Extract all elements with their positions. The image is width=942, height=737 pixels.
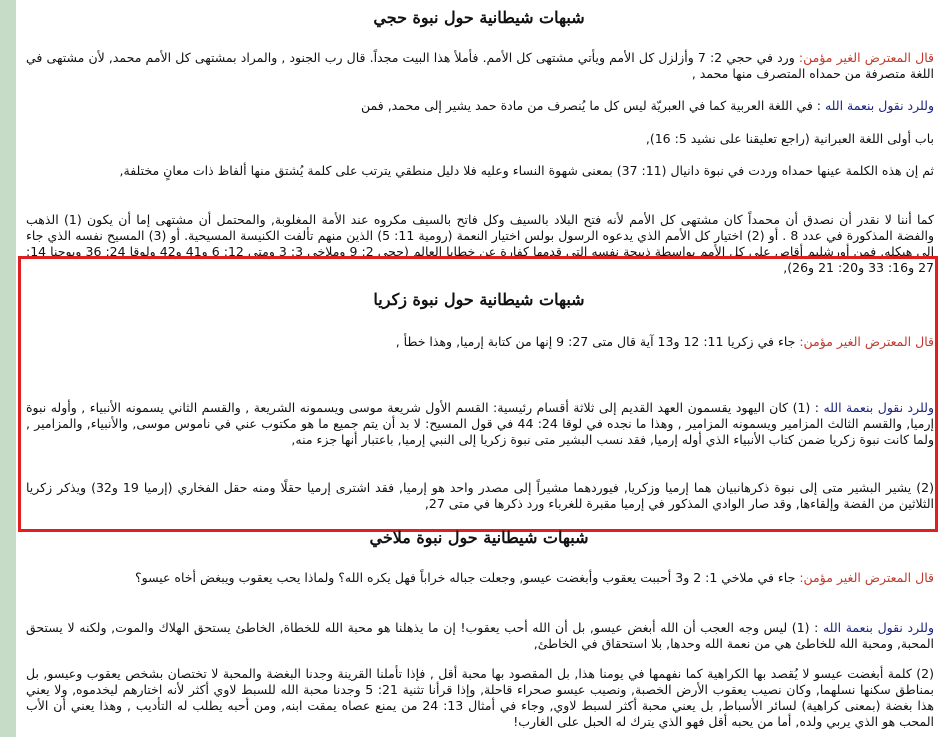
haggai-reply-paragraph <box>16 98 942 114</box>
malachi-claim-text: جاء في ملاخي 1: 2 و3 أحببت يعقوب وأبغضت عيسو, وجعلت جباله خراباً فهل يكره الله؟ ولماذا يحب يعقوب ويبغض أخاه عيسو؟ <box>134 570 800 585</box>
reply-label: وللرد نقول بنعمة الله <box>824 98 934 113</box>
haggai-claim-text: ورد في حجي 2: 7 وأزلزل كل الأمم ويأتي مشتهى كل الأمم. فأملأ هذا البيت مجداً. قال رب الجنود , والمراد بمشتهى كل الأمم محمد, لأن مشتهى في اللغة متصرفة من حمداه المتصرف منها محمد , <box>26 50 934 81</box>
objector-label: قال المعترض الغير مؤمن: <box>798 50 935 65</box>
zechariah-claim-text: جاء في زكريا 11: 12 و13 آية قال متى 27: 9 إنها من كتابة إرميا, وهذا خطأ , <box>395 334 800 349</box>
haggai-reply-text: : في اللغة العربية كما في العبريّة ليس كل ما يُنصرف من مادة حمد يشير إلى محمد, فمن <box>361 98 825 113</box>
section-title-malachi: شبهات شيطانية حول نبوة ملاخي <box>369 528 589 547</box>
zechariah-paragraph-3: (2) يشير البشير متى إلى نبوة ذكرهانبيان هما إرميا وزكريا, فيوردهما مشيراً إلى مصدر واحد هو إرميا, فقد اشترى إرميا حقلًا ومنه حقل الفخاري (إرميا 19 و32) ويذكر زكريا الثلاثين من الفضة وإلقاءها, وقد صار الوادي المذكور في إرميا مقبرة للغرباء ورد ذكرها في متى 27, <box>26 480 934 511</box>
haggai-paragraph-4: ثم إن هذه الكلمة عينها حمداه وردت في نبوة دانيال (11: 37) بمعنى شهوة النساء وعليه فلا دليل منطقي يترتب على كلمة يُشتق منها ألفاظ ذات معانٍ مختلفة, <box>119 163 934 178</box>
zechariah-reply-text: : (1) كان اليهود يقسمون العهد القديم إلى ثلاثة أقسام رئيسية: القسم الأول شريعة موسى ويسمونه الشريعة , والقسم الثاني يسمونه الأنبياء , وأوله نبوة إرميا, والقسم الثالث المزامير ويسمونه المزامير , وهذا ما نجده في لوقا 24: 44 في قول المسيح: لا بد أن يتم جميع ما هو مكتوب عني في ناموس موسى, والأنبياء, والمزامير , ولما كانت نبوة زكريا ضمن كتاب الأنبياء الذي أوله إرميا, فقد نسب البشير متى نبوة زكريا إلى النبي إرميا, باعتبار أنها جزء منه, <box>26 400 934 447</box>
malachi-reply-text: : (1) ليس وجه العجب أن الله أبغض عيسو, بل أن الله أحب يعقوب! إن ما يذهلنا هو محبة الله للخطاة, الخاطئ يستحق الهلاك والموت, ولكنه لا يستحق المحبة, ومحبة الله للخاطئ هي من نعمة الله وحدها, بلا استحقاق في الخاطئ, <box>26 620 934 651</box>
document-page <box>16 0 942 737</box>
malachi-claim-paragraph <box>16 570 942 586</box>
zechariah-reply-paragraph <box>16 400 942 448</box>
section-title-zechariah: شبهات شيطانية حول نبوة زكريا <box>373 290 585 309</box>
haggai-paragraph-3: باب أولى اللغة العبرانية (راجع تعليقنا على نشيد 5: 16), <box>645 131 934 146</box>
section-title-haggai: شبهات شيطانية حول نبوة حجي <box>373 8 585 27</box>
objector-label: قال المعترض الغير مؤمن: <box>799 570 934 585</box>
malachi-paragraph-3: (2) كلمة أبغضت عيسو لا يُقصد بها الكراهية كما نفهمها في يومنا هذا, بل المقصود بها محبة أقل , فإذا تأملنا القرينة وجدنا البغضة والمحبة لا تختصان بشخص يعقوب وعيسو, بل بمناطق سكنها نسلهما, وكان نصيب يعقوب الأرض الخصبة, ونصيب عيسو صحراء قاحلة, وإذا قرأنا تثنية 21: 5 وجدنا محبة الله للسبط لاوي أكثر لأنه اختارهم ليخدموه, ولا يعني هذا بغضة (بمعنى كراهية) لسائر الأسباط, بل يعني محبة أكثر لسبط لاوي, وجاء في أمثال 13: 24 من يمنع عصاه يمقت ابنه, ومن أحبه يطلب له التأديب , وهذا يعني أن الأب المحب هو الذي يربي ولده, أما من يحبه أقل فهو الذي يترك له الحبل على الغارب! <box>26 666 934 729</box>
haggai-claim-paragraph <box>16 50 942 82</box>
reply-label: وللرد نقول بنعمة الله <box>823 400 935 415</box>
haggai-paragraph-5: كما أننا لا نقدر أن نصدق أن محمداً كان مشتهى كل الأمم لأنه فتح البلاد بالسيف وكل فاتح بالسيف مكروه عند الأمة المغلوبة, والمحتمل أن مشتهى إما أن يكون (1) الذهب والفضة المذكورة في عدد 8 . أو (2) اختيار كل الأمم الذي يدعوه الرسول بولس اختيار النعمة (رومية 11: 5) الذين منهم تألفت الكنيسة المسيحية. أو (3) المسيح نفسه الذي جاء إلى هيكله. فمن أورشليم أقاص على كل الأمم بواسطة ذبيحة نفسه التي قدمها كفارة عن خطايا العالم (حجي 2: 9 وملاخي 3: 3 ومتى 12: 6 و41 و42 ولوقا 24: 36 ويوحنا 14: 27 و16: 33 و20: 21 و26), <box>26 212 935 275</box>
zechariah-claim-paragraph <box>16 334 942 350</box>
reply-label: وللرد نقول بنعمة الله <box>822 620 934 635</box>
malachi-reply-paragraph <box>16 620 942 652</box>
objector-label: قال المعترض الغير مؤمن: <box>799 334 934 349</box>
